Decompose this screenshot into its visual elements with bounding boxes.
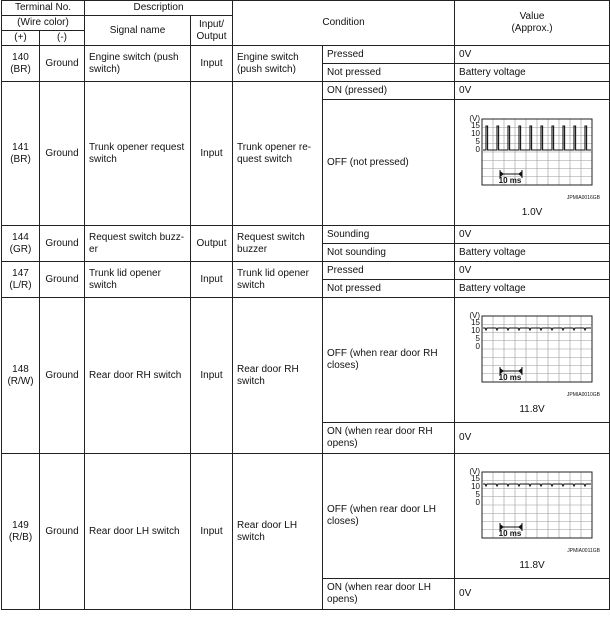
condition-header: Condition [233,1,455,46]
io-cell: Input [191,46,233,82]
terminal-number: 140 [12,51,29,63]
wire-color: (BR) [10,63,31,75]
signal-name-cell: Request switch buzz-er [85,226,191,262]
wire-color: (R/W) [7,375,34,387]
minus-header: (-) [40,31,85,46]
signal-name-cell: Trunk lid opener switch [85,262,191,298]
condition-name-cell: Trunk opener re-quest switch [233,82,323,226]
terminal-cell [2,226,40,262]
waveform-cell [455,454,610,579]
io-cell: Input [191,262,233,298]
terminal-cell [2,262,40,298]
ground-cell: Ground [40,262,85,298]
condition-name-cell: Rear door RH switch [233,298,323,454]
figure-code: JPMIA0016GB [566,194,601,201]
terminal-number: 144 [12,231,29,243]
io-cell: Input [191,298,233,454]
y-axis-label: 5 [475,334,481,343]
terminal-cell [2,82,40,226]
condition-state: ON (when rear door RH opens) [323,423,455,454]
value-cell: 0V [455,226,610,244]
terminal-number: 141 [12,141,29,153]
time-scale-label: 10 ms [498,529,522,538]
signal-name-cell: Rear door RH switch [85,298,191,454]
signal-name-cell: Engine switch (push switch) [85,46,191,82]
waveform-flat-graph [462,462,602,558]
wire-color: (BR) [10,153,31,165]
y-axis-label: 15 [471,318,481,327]
waveform-cell [455,298,610,423]
wire-color: (L/R) [9,279,32,291]
io-cell: Input [191,454,233,610]
wire-color-header: (Wire color) [2,16,85,31]
value-cell: 0V [455,579,610,610]
io-cell: Input [191,82,233,226]
y-axis-label: (V) [469,311,481,320]
waveform-flat-graph [462,306,602,402]
signal-name-header: Signal name [85,16,191,46]
ground-cell: Ground [40,82,85,226]
signal-name-cell: Trunk opener request switch [85,82,191,226]
value-cell: 0V [455,262,610,280]
ground-cell: Ground [40,226,85,262]
value-cell: 0V [455,82,610,100]
condition-name-cell: Engine switch (push switch) [233,46,323,82]
signal-name-cell: Rear door LH switch [85,454,191,610]
io-cell: Output [191,226,233,262]
io-header-line2: Output [196,30,227,42]
condition-state: OFF (not pressed) [323,100,455,226]
input-output-header [191,16,233,46]
figure-code: JPMIA0011GB [567,548,601,554]
terminal-table [1,0,610,610]
y-axis-label: (V) [469,113,481,123]
figure-code: JPMIA0010GB [566,392,601,398]
terminal-cell [2,298,40,454]
value-header-line1: Value [519,11,545,22]
condition-name-cell: Request switch buzzer [233,226,323,262]
y-axis-label: 15 [471,120,481,130]
condition-state: Pressed [323,46,455,64]
value-cell: Battery voltage [455,280,610,298]
terminal-cell [2,454,40,610]
voltage-reading: 1.0V [521,206,543,218]
condition-state: ON (when rear door LH opens) [323,579,455,610]
ground-cell: Ground [40,454,85,610]
terminal-number: 149 [12,519,29,531]
ground-cell: Ground [40,298,85,454]
plus-header: (+) [2,31,40,46]
y-axis-label: 10 [471,128,481,138]
terminal-number: 147 [12,267,29,279]
y-axis-label: 5 [475,490,481,499]
condition-state: Not pressed [323,280,455,298]
ground-cell: Ground [40,46,85,82]
voltage-reading: 11.8V [519,404,545,415]
condition-state: OFF (when rear door RH closes) [323,298,455,423]
value-header-line2: (Approx.) [511,23,553,34]
value-header [455,1,610,46]
condition-name-cell: Trunk lid opener switch [233,262,323,298]
condition-state: Sounding [323,226,455,244]
time-scale-label: 10 ms [498,175,522,185]
waveform-cell [455,100,610,226]
condition-state: Not pressed [323,64,455,82]
description-header: Description [85,1,233,16]
value-cell: Battery voltage [455,244,610,262]
waveform-pulse-graph [462,109,602,205]
y-axis-label: 0 [475,498,481,507]
wire-color: (GR) [9,243,32,255]
condition-state: Not sounding [323,244,455,262]
value-cell: 0V [455,423,610,454]
y-axis-label: 5 [475,136,481,146]
io-header-line1: Input/ [199,18,225,30]
y-axis-label: 10 [471,326,481,335]
voltage-reading: 11.8V [519,560,545,571]
y-axis-label: 15 [471,474,481,483]
y-axis-label: 0 [475,144,481,154]
value-cell: 0V [455,46,610,64]
condition-name-cell: Rear door LH switch [233,454,323,610]
condition-state: ON (pressed) [323,82,455,100]
terminal-no-header: Terminal No. [2,1,85,16]
value-cell: Battery voltage [455,64,610,82]
wire-color: (R/B) [8,531,33,543]
terminal-cell [2,46,40,82]
terminal-number: 148 [12,363,29,375]
condition-state: OFF (when rear door LH closes) [323,454,455,579]
condition-state: Pressed [323,262,455,280]
y-axis-label: 0 [475,342,481,351]
time-scale-label: 10 ms [498,373,522,382]
y-axis-label: 10 [471,482,481,491]
y-axis-label: (V) [469,467,481,476]
